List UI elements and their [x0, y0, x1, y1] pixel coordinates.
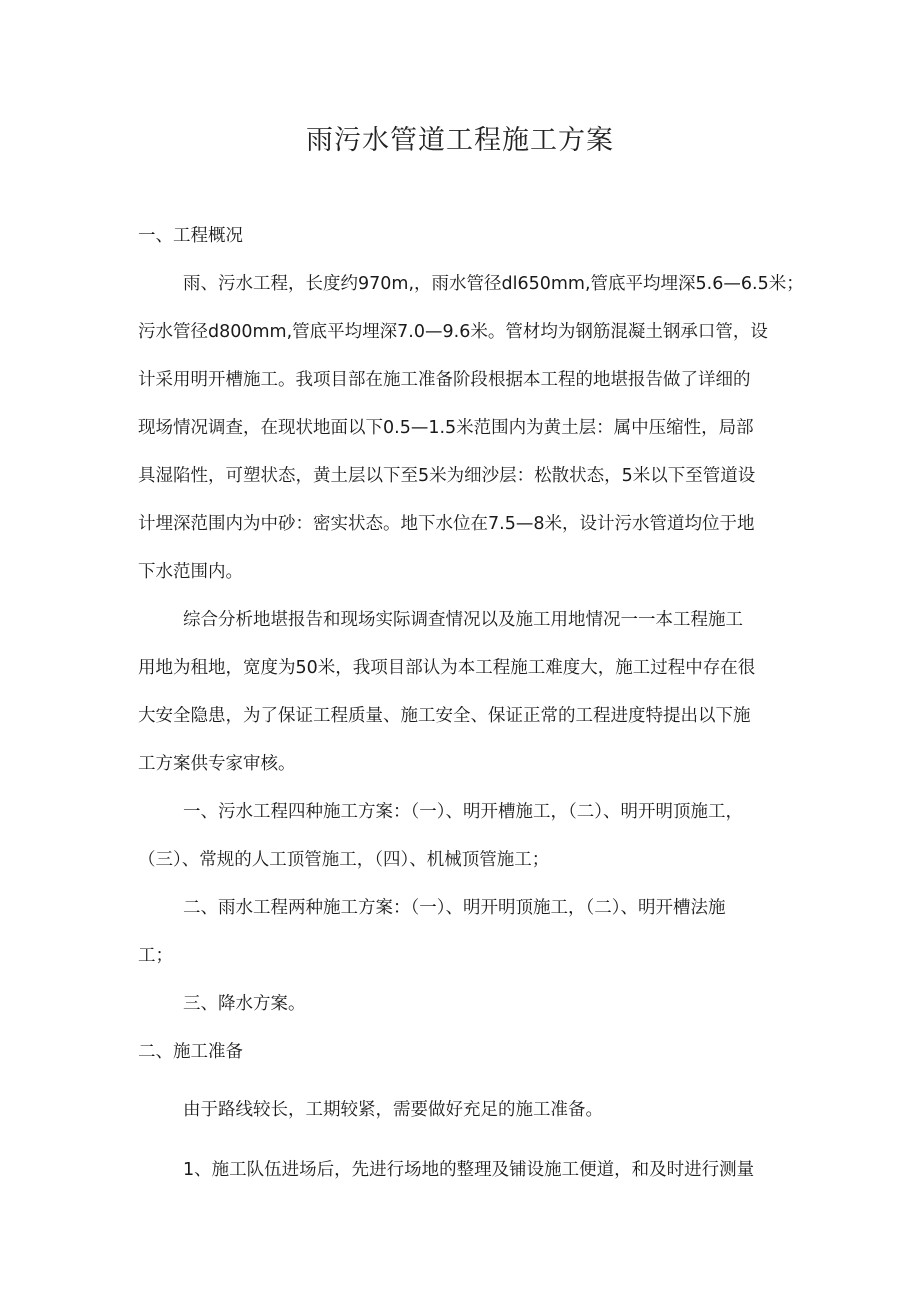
paragraph-line: 1、施工队伍进场后，先进行场地的整理及铺设施工便道，和及时进行测量: [183, 1160, 755, 1180]
plan-item-rain-cont: 工；: [138, 946, 173, 966]
paragraph-line: 综合分析地堪报告和现场实际调查情况以及施工用地情况一一本工程施工: [183, 610, 743, 630]
section-heading-overview: 一、工程概况: [138, 226, 243, 246]
plan-item-dewatering: 三、降水方案。: [183, 994, 306, 1014]
paragraph-line: 污水管径d800mm,管底平均埋深7.0—9.6米。管材均为钢筋混凝土钢承口管，设: [138, 322, 768, 342]
paragraph-line: 工方案供专家审核。: [138, 754, 296, 774]
plan-item-rain: 二、雨水工程两种施工方案：（一）、明开明顶施工，（二）、明开槽法施: [183, 898, 726, 918]
paragraph-line: 现场情况调查，在现状地面以下0.5—1.5米范围内为黄土层：属中压缩性，局部: [138, 418, 754, 438]
paragraph-line: 大安全隐患，为了保证工程质量、施工安全、保证正常的工程进度特提出以下施: [138, 706, 751, 726]
paragraph-line: 计采用明开槽施工。我项目部在施工准备阶段根据本工程的地堪报告做了详细的: [138, 370, 751, 390]
paragraph-line: 具湿陷性，可塑状态，黄土层以下至5米为细沙层：松散状态，5米以下至管道设: [138, 466, 756, 486]
document-title: 雨污水管道工程施工方案: [306, 125, 614, 156]
plan-item-sewage: 一、污水工程四种施工方案：（一）、明开槽施工，（二）、明开明顶施工，: [183, 802, 743, 822]
section-heading-preparation: 二、施工准备: [138, 1042, 243, 1062]
paragraph-line: 计埋深范围内为中砂：密实状态。地下水位在7.5—8米，设计污水管道均位于地: [138, 514, 755, 534]
plan-item-sewage-cont: （三）、常规的人工顶管施工，（四）、机械顶管施工；: [138, 850, 550, 870]
paragraph-line: 用地为租地，宽度为50米，我项目部认为本工程施工难度大，施工过程中存在很: [138, 658, 756, 678]
paragraph-line: 雨、污水工程，长度约970m,，雨水管径dl650mm,管底平均埋深5.6—6.5米；: [183, 274, 804, 294]
paragraph-line: 下水范围内。: [138, 562, 243, 582]
paragraph-line: 由于路线较长，工期较紧，需要做好充足的施工准备。: [183, 1100, 603, 1120]
